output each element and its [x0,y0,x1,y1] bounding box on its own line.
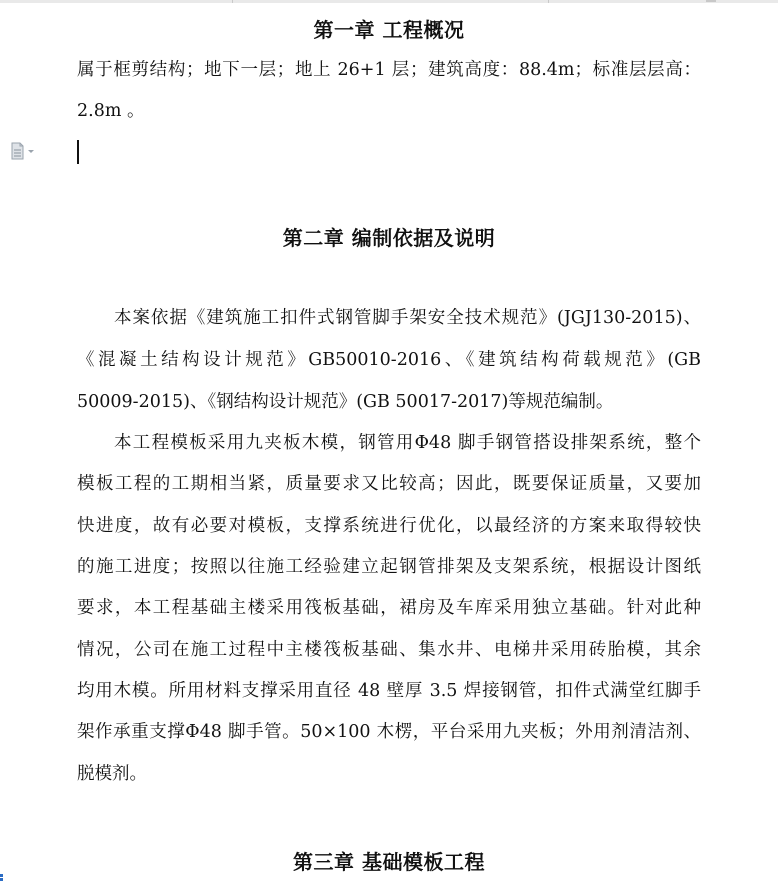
chapter-2-para-1-line-3: 50009-2015)、《钢结构设计规范》(GB 50017-2017)等规范编制。 [77,392,614,412]
corner-marker-icon [0,874,6,882]
chapter-2-para-2-line-4: 的施工进度；按照以往施工经验建立起钢管排架及支架系统，根据设计图纸 [77,557,701,577]
chapter-1-line-1: 属于框剪结构；地下一层；地上 26+1 层；建筑高度：88.4m；标准层层高： [77,60,701,80]
chapter-2-para-2-line-7: 均用木模。所用材料支撑采用直径 48 壁厚 3.5 焊接钢管，扣件式满堂红脚手 [77,681,701,701]
chapter-2-para-2-line-1: 本工程模板采用九夹板木模，钢管用Φ48 脚手钢管搭设排架系统，整个 [114,433,701,453]
chapter-2-para-2-line-5: 要求，本工程基础主楼采用筏板基础，裙房及车库采用独立基础。针对此种 [77,598,701,618]
chapter-2-para-2-line-6: 情况，公司在施工过程中主楼筏板基础、集水井、电梯井采用砖胎模，其余 [77,640,701,660]
chapter-2-para-1-line-2: 《混凝土结构设计规范》GB50010-2016、《建筑结构荷载规范》(GB [77,350,701,370]
document-paragraph-icon[interactable] [10,142,38,160]
chapter-2-para-2-line-3: 快进度，故有必要对模板，支撑系统进行优化，以最经济的方案来取得较快 [77,516,701,536]
chapter-2-title: 第二章 编制依据及说明 [282,226,496,250]
chapter-1-line-2: 2.8m 。 [77,101,145,121]
chapter-3-title: 第三章 基础模板工程 [293,850,485,874]
chapter-2-para-2-line-8: 架作承重支撑Φ48 脚手管。50×100 木楞，平台采用九夹板；外用剂清洁剂、 [77,722,701,742]
chapter-2-para-1-line-1: 本案依据《建筑施工扣件式钢管脚手架安全技术规范》(JGJ130-2015)、 [114,308,701,328]
chapter-1-title: 第一章 工程概况 [313,18,465,42]
chapter-2-para-2-line-2: 模板工程的工期相当紧，质量要求又比较高；因此，既要保证质量，又要加 [77,474,701,494]
text-cursor [77,140,79,164]
chapter-2-para-2-line-9: 脱模剂。 [77,764,147,784]
